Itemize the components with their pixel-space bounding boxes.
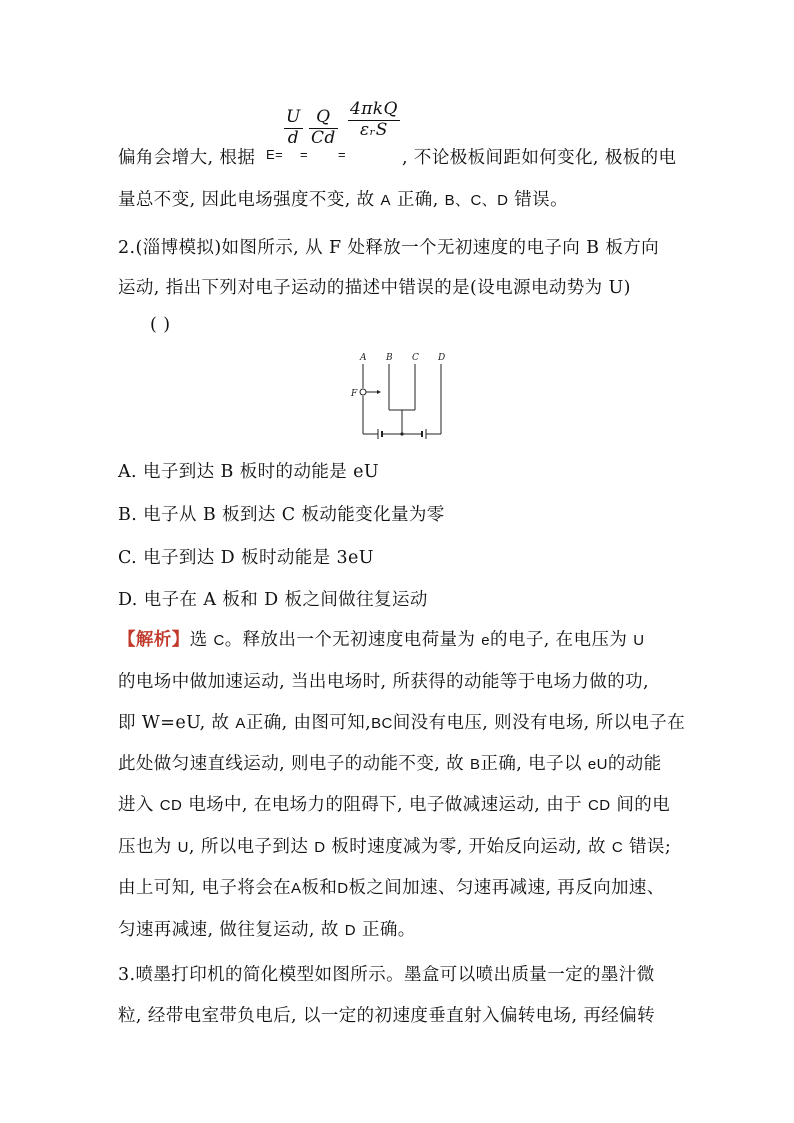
text-run: 压也为 [118, 837, 172, 857]
figure-label-b: B [386, 353, 393, 363]
fraction-q-over-cd [309, 108, 338, 148]
option-c: C. 电子到达 D 板时动能是 3eU [118, 548, 374, 568]
text-run: D [314, 839, 326, 856]
paragraph-line [118, 186, 568, 211]
figure-label-f: F [351, 389, 358, 399]
text-run: e [481, 632, 491, 649]
text-run: D [344, 922, 356, 939]
text-run: 量总不变, 因此电场强度不变, 故 [118, 190, 375, 210]
text-run: 正确, [396, 190, 439, 210]
text-run: 此处做匀速直线运动, 则电子的动能不变, 故 [118, 754, 465, 774]
frac2-denominator: Cd [311, 127, 336, 148]
text-run: 匀速再减速, 做往复运动, 故 [118, 920, 339, 940]
analysis-line-8 [118, 916, 416, 941]
text-run: A [380, 192, 391, 209]
circuit-figure [345, 350, 455, 440]
frac1-numerator: U [286, 107, 301, 127]
option-b: B. 电子从 B 板到达 C 板动能变化量为零 [118, 505, 445, 525]
question-3-line-1: 3.喷墨打印机的简化模型如图所示。墨盒可以喷出质量一定的墨汁微 [118, 965, 655, 985]
analysis-line-1 [118, 626, 644, 651]
text-run: eU [587, 756, 608, 773]
fraction-u-over-d [284, 108, 303, 148]
arrow-head [377, 390, 381, 394]
frac2-numerator: Q [316, 107, 331, 127]
frac3-numerator: 4πkQ [350, 99, 398, 119]
text-run: 电场中, 在电场力的阻碍下, 电子做减速运动, 由于 [188, 795, 582, 815]
electron-circle [360, 389, 366, 395]
text-run: 选 [189, 630, 208, 650]
analysis-line-7 [118, 874, 665, 899]
text-run: D [337, 880, 349, 897]
figure-label-c: C [412, 353, 419, 363]
option-a: A. 电子到达 B 板时的动能是 eU [118, 462, 380, 482]
option-d: D. 电子在 A 板和 D 板之间做往复运动 [118, 590, 428, 610]
text-run: 板时速度减为零, 开始反向运动, 故 [331, 837, 606, 857]
text-run: A [235, 715, 246, 732]
analysis-line-4 [118, 750, 662, 775]
e-equals: E= [266, 147, 284, 162]
fraction-4pikq-over-es [348, 100, 400, 140]
equals-2: = [338, 147, 346, 162]
text-run: 由上可知, 电子将会在 [118, 878, 292, 898]
text-run: 间的电 [616, 795, 671, 815]
text-run: A [291, 880, 302, 897]
analysis-line-2: 的电场中做加速运动, 当出电场时, 所获得的动能等于电场力做的功, [118, 672, 650, 692]
text-run: 间没有电压, 则没有电场, 所以电子在 [392, 713, 686, 733]
text-run: B、C、D [444, 192, 509, 209]
figure-label-d: D [438, 353, 446, 363]
question-2-line-2: 运动, 指出下列对电子运动的描述中错误的是(设电源电动势为 U) [118, 278, 631, 298]
formula-prefix: 偏角会增大, 根据 [118, 148, 256, 168]
equals-1: = [300, 147, 308, 162]
analysis-line-3 [118, 709, 685, 734]
text-run: CD [159, 797, 183, 814]
analysis-tag: 【解析】 [118, 630, 190, 650]
answer-blank: ( ) [150, 315, 171, 335]
text-run: 进入 [118, 795, 154, 815]
question-3-line-2: 粒, 经带电室带负电后, 以一定的初速度垂直射入偏转电场, 再经偏转 [118, 1006, 655, 1026]
text-run: 的电子, 在电压为 [490, 630, 628, 650]
text-run: 即 W=eU, 故 [118, 713, 230, 733]
frac3-denominator: εᵣS [348, 120, 400, 141]
text-run: 正确。 [361, 920, 416, 940]
text-run: 。释放出一个无初速度电荷量为 [224, 630, 476, 650]
formula-suffix: , 不论极板间距如何变化, 极板的电 [402, 148, 677, 168]
text-run: 错误; [629, 837, 672, 857]
text-run: 板和 [301, 878, 338, 898]
text-run: 正确, 由图可知, [245, 713, 372, 733]
text-run: 的动能 [607, 754, 662, 774]
text-run: B [470, 756, 481, 773]
text-run: 错误。 [514, 190, 568, 210]
figure-label-a: A [360, 353, 367, 363]
analysis-line-6 [118, 833, 671, 858]
text-run: U [177, 839, 189, 856]
text-run: C [611, 839, 624, 856]
frac1-denominator: d [284, 128, 303, 149]
analysis-line-5 [118, 791, 670, 816]
text-run: C [213, 632, 225, 649]
question-2-line-1: 2.(淄博模拟)如图所示, 从 F 处释放一个无初速度的电子向 B 板方向 [118, 238, 660, 258]
text-run: BC [371, 715, 393, 732]
text-run: , 所以电子到达 [188, 837, 309, 857]
text-run: 正确, 电子以 [480, 754, 582, 774]
text-run: CD [587, 797, 611, 814]
text-run: U [633, 632, 645, 649]
text-run: 板之间加速、匀速再减速, 再反向加速、 [348, 878, 665, 898]
